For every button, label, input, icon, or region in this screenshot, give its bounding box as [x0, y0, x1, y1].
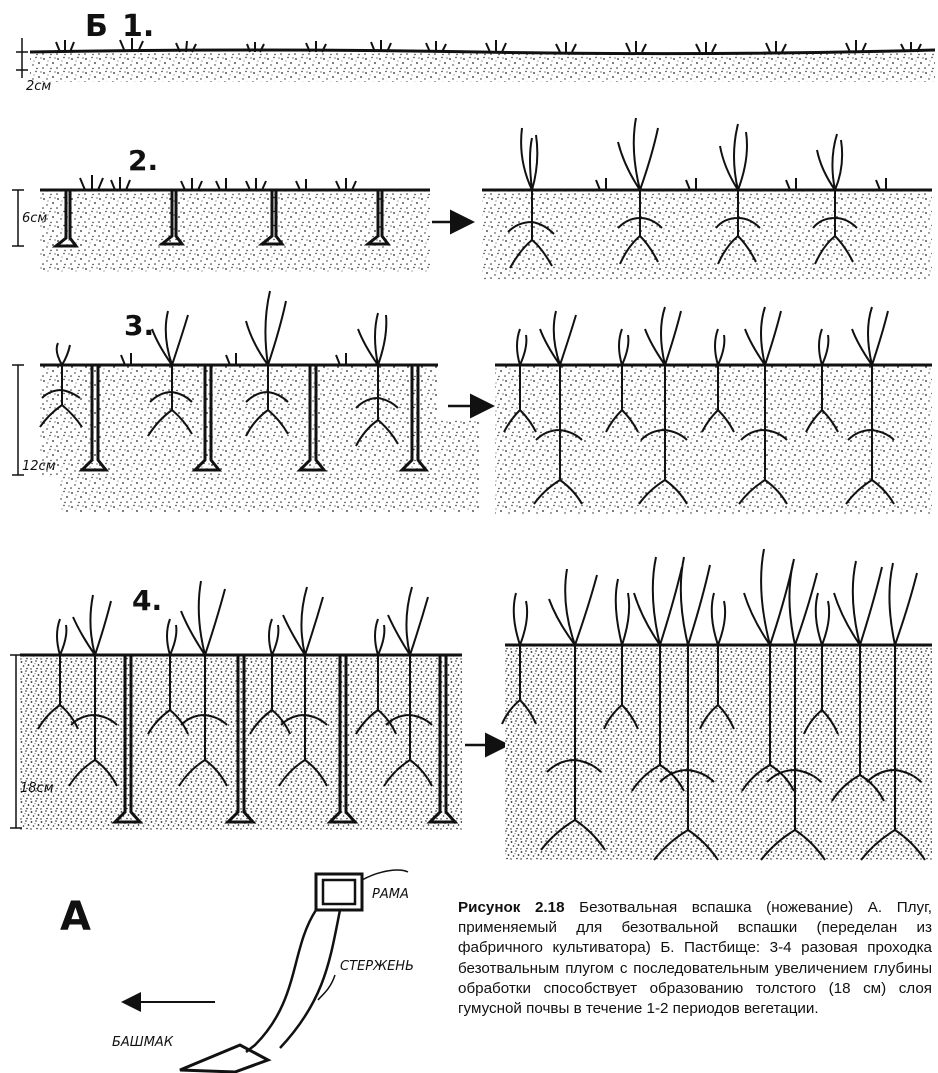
row-1 [16, 9, 935, 94]
step-3-label: 3. [124, 309, 155, 342]
section-b-label: Б [85, 9, 108, 44]
plow-shoe [180, 1045, 268, 1072]
soil-after-2 [482, 190, 932, 280]
shank-label: СТЕРЖЕНЬ [340, 959, 414, 974]
section-a-label: A [60, 894, 91, 940]
depth-label-1: 2см [26, 79, 52, 94]
grass-2a [80, 175, 356, 190]
depth-label-3: 12см [22, 459, 56, 474]
plow-shank [246, 910, 340, 1052]
plow-diagram [60, 870, 414, 1072]
soil-layer-1 [30, 52, 935, 82]
soil-before-2 [40, 190, 430, 272]
step-2-label: 2. [128, 144, 159, 177]
step-1-label: 1. [122, 9, 155, 44]
frame-label: РАМА [372, 887, 409, 902]
caption-text: Безотвальная вспашка (ножевание) А. Плуг, применяемый для безотвальной вспашки (переделан из фабричного культиватора) Б. Пастбище: 3-4 разовая проходка безотвальным плугом с последовательным увеличением глубины обработки способствует образованию толстого (18 см) слоя гумусной почвы в течение 1-2 периодов вегетации. [458, 899, 932, 1018]
figure-caption [458, 898, 932, 1019]
step-4-label: 4. [132, 584, 163, 617]
depth-label-2: 6см [22, 211, 48, 226]
shoe-label: БАШМАК [112, 1035, 174, 1050]
row-3 [12, 291, 932, 515]
row-2 [12, 118, 932, 280]
depth-marker-1 [16, 38, 28, 78]
soil-before-4 [20, 655, 462, 830]
grass-tufts-1 [56, 38, 921, 52]
depth-label-4: 18см [20, 781, 54, 796]
row-4 [10, 549, 932, 860]
caption-title: Рисунок 2.18 [458, 899, 565, 916]
